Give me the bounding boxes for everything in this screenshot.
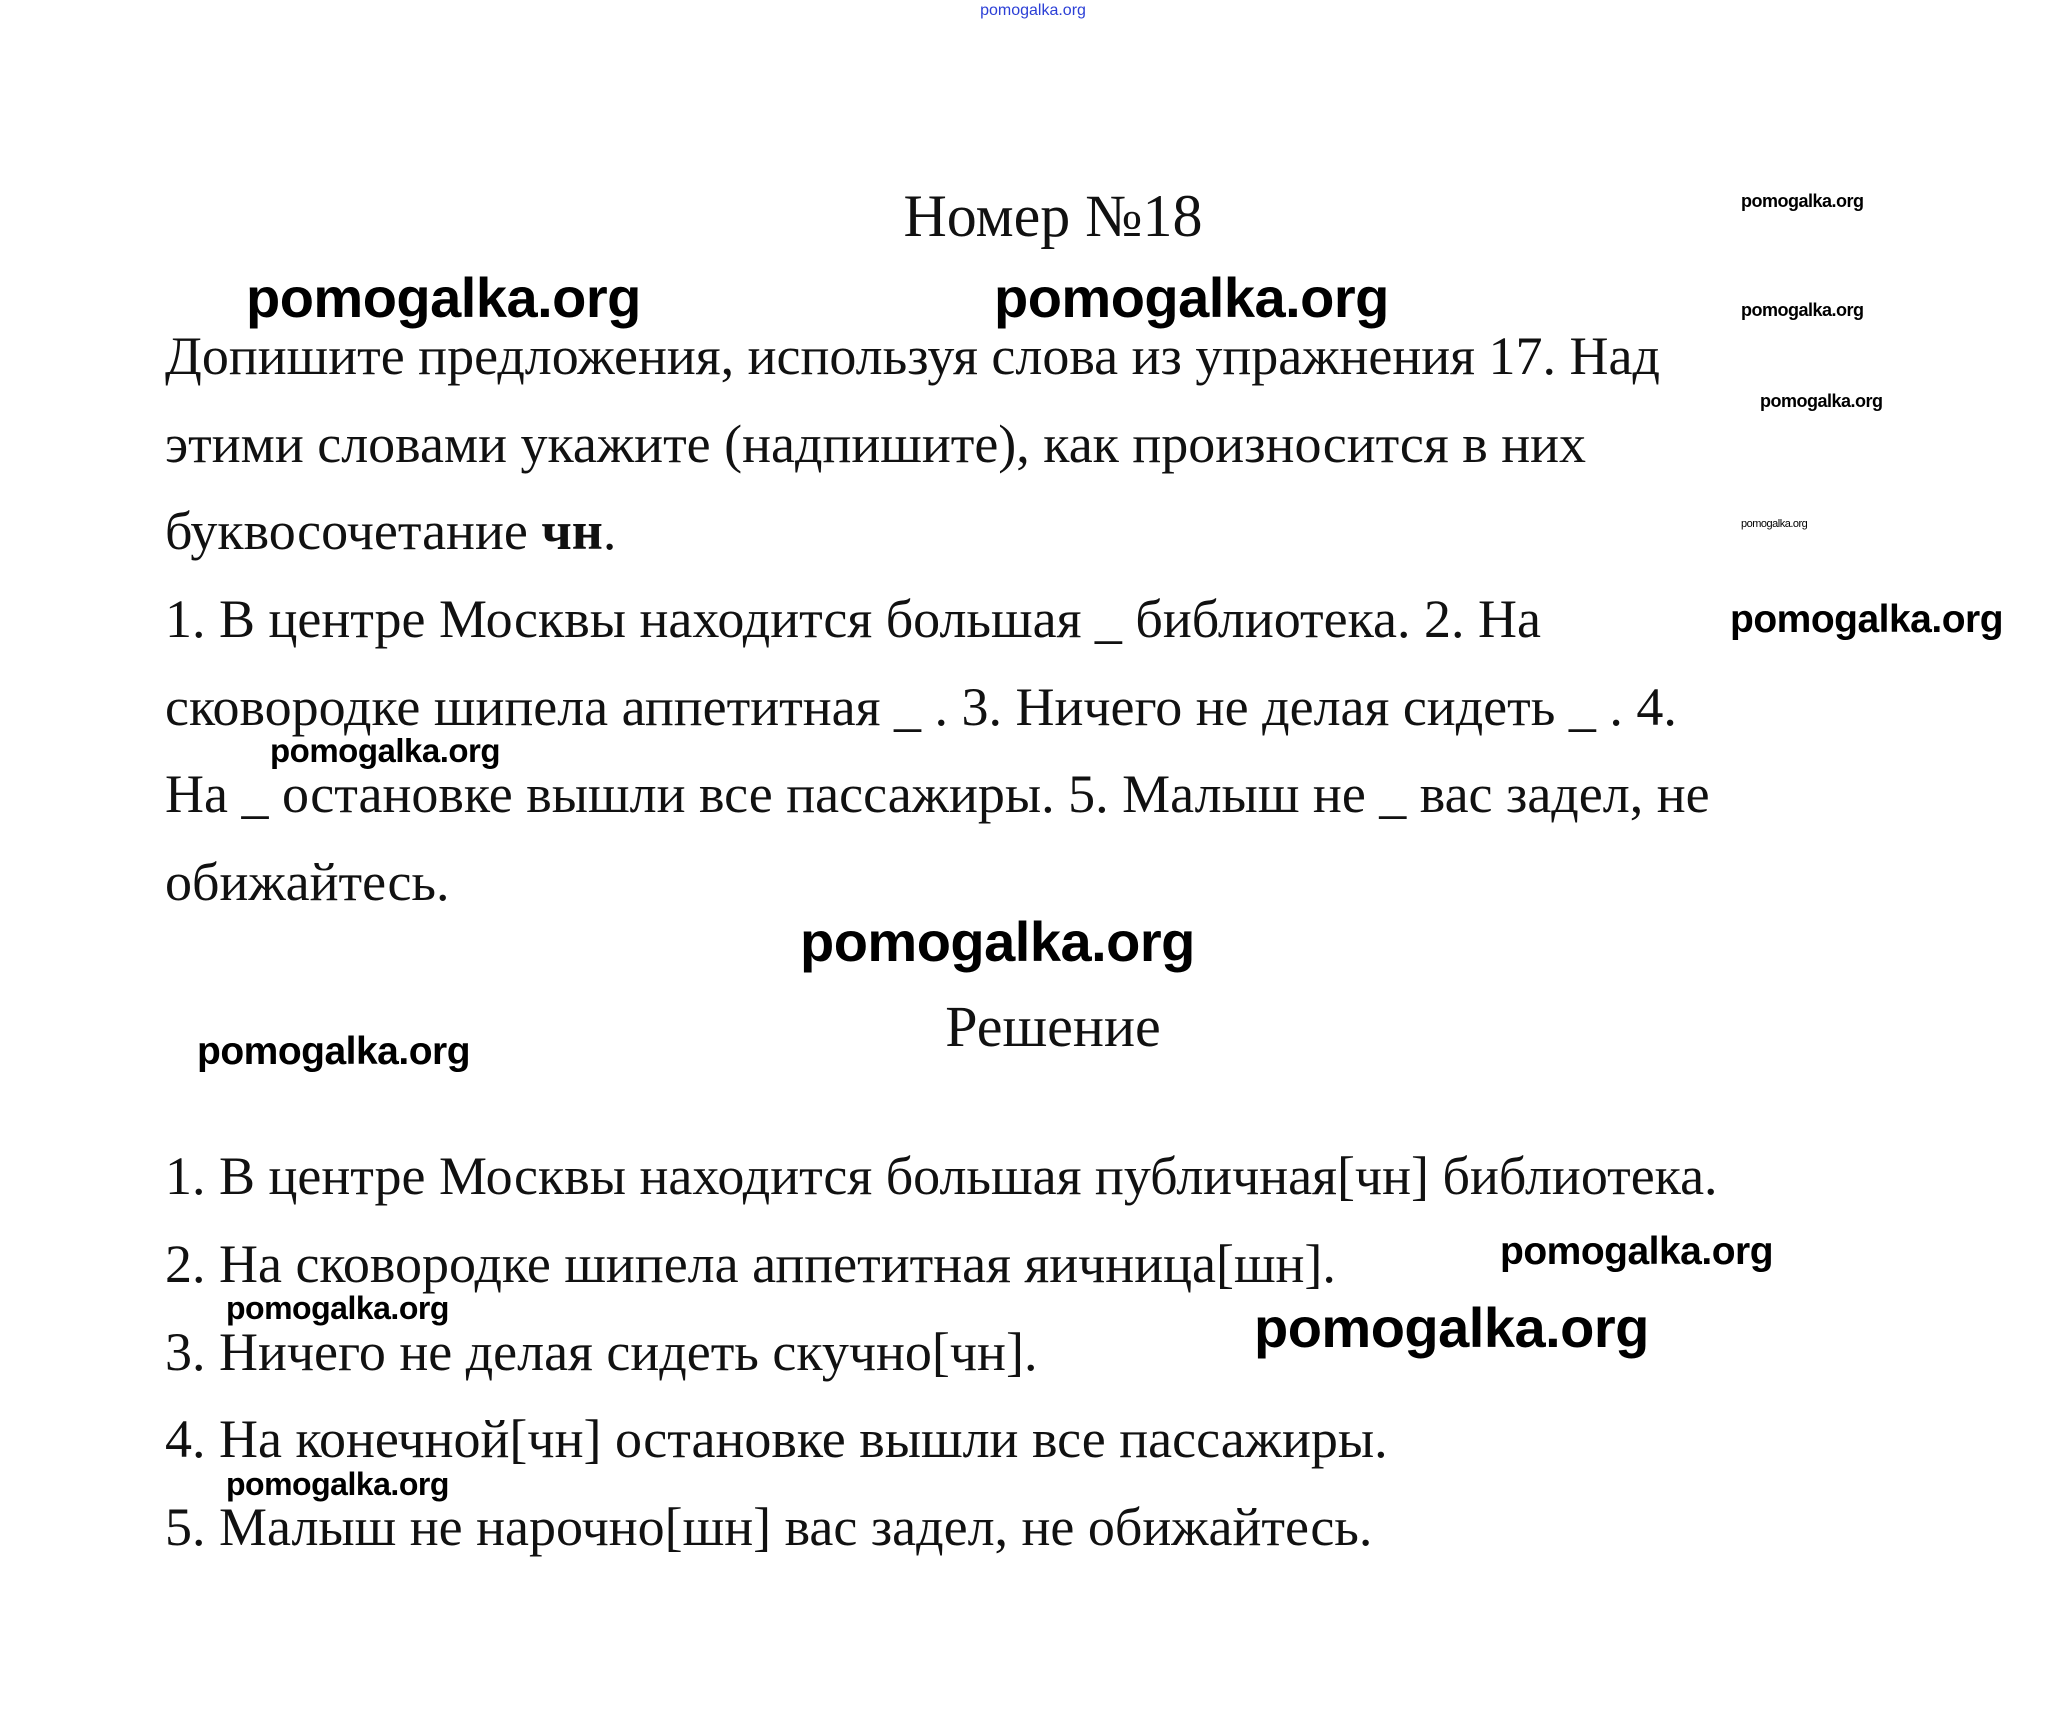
watermark: pomogalka.org — [1741, 191, 1864, 211]
task-line: На _ остановке вышли все пассажиры. 5. Малыш не _ вас задел, не — [165, 764, 1710, 824]
watermark: pomogalka.org — [994, 266, 1389, 329]
task-text: . — [602, 501, 617, 561]
watermark: pomogalka.org — [246, 266, 641, 329]
answer-line: 4. На конечной[чн] остановке вышли все пассажиры. — [165, 1409, 1388, 1469]
solution-heading: Решение — [945, 994, 1161, 1059]
header-watermark[interactable]: pomogalka.org — [980, 2, 1086, 19]
answer-line: 3. Ничего не делая сидеть скучно[чн]. — [165, 1322, 1038, 1382]
watermark: pomogalka.org — [800, 910, 1195, 973]
watermark: pomogalka.org — [1730, 598, 2004, 641]
task-line: 1. В центре Москвы находится большая _ библиотека. 2. На — [165, 589, 1541, 649]
task-text: буквосочетание — [165, 501, 542, 561]
watermark: pomogalka.org — [226, 1466, 449, 1502]
watermark: pomogalka.org — [1500, 1230, 1774, 1273]
watermark: pomogalka.org — [197, 1030, 471, 1073]
answer-line: 1. В центре Москвы находится большая публичная[чн] библиотека. — [165, 1146, 1718, 1206]
task-line: этими словами укажите (надпишите), как произносится в них — [165, 414, 1587, 474]
page-title: Номер №18 — [903, 183, 1203, 249]
watermark: pomogalka.org — [1254, 1296, 1649, 1359]
watermark: pomogalka.org — [270, 732, 501, 769]
task-bold-letters: чн — [541, 501, 603, 561]
task-line: Допишите предложения, используя слова из упражнения 17. Над — [165, 326, 1660, 386]
watermark: pomogalka.org — [1741, 300, 1864, 320]
answer-line: 5. Малыш не нарочно[шн] вас задел, не обижайтесь. — [165, 1497, 1373, 1557]
answer-line: 2. На сковородке шипела аппетитная яичница[шн]. — [165, 1234, 1336, 1294]
task-line: сковородке шипела аппетитная _ . 3. Ничего не делая сидеть _ . 4. — [165, 677, 1677, 737]
watermark: pomogalka.org — [226, 1290, 449, 1326]
watermark: pomogalka.org — [1760, 391, 1883, 411]
task-line: обижайтесь. — [165, 852, 450, 912]
watermark: pomogalka.org — [1741, 518, 1808, 530]
task-line — [165, 501, 617, 561]
